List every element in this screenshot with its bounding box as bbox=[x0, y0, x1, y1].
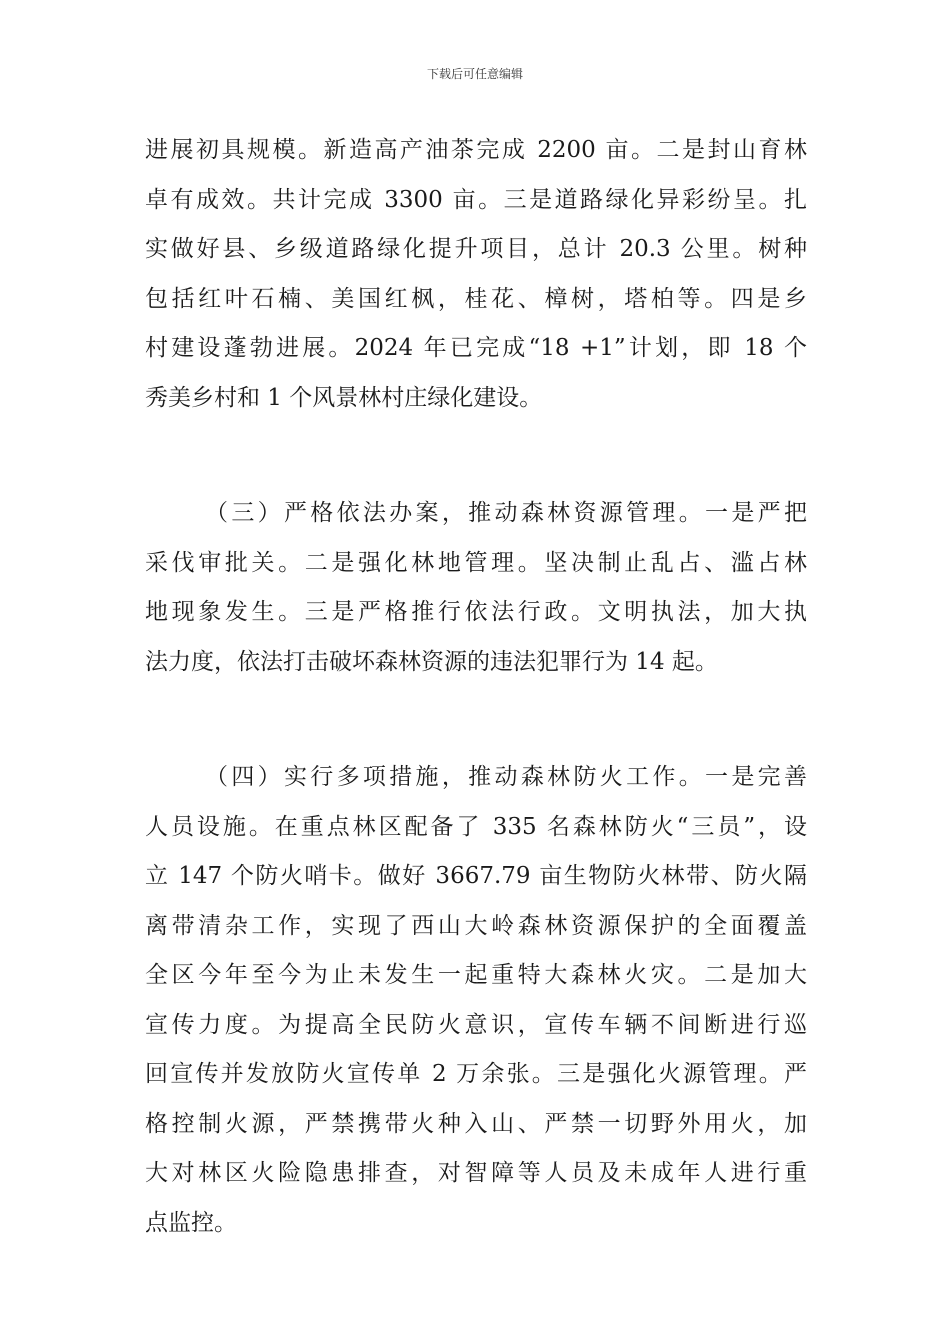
paragraph-line: 实做好县、乡级道路绿化提升项目，总计 20.3 公里。树种 bbox=[145, 236, 807, 262]
paragraph-line: 离带清杂工作，实现了西山大岭森林资源保护的全面覆盖 bbox=[145, 912, 807, 939]
paragraph-line: 全区今年至今为止未发生一起重特大森林火灾。二是加大 bbox=[145, 962, 807, 988]
paragraph-line: 村建设蓬勃进展。2024 年已完成“18 +1”计划，即 18 个 bbox=[145, 335, 807, 361]
paragraph-gap bbox=[145, 687, 807, 753]
paragraph-line: （三）严格依法办案，推动森林资源管理。一是严把 bbox=[205, 500, 807, 526]
paragraph-line: 卓有成效。共计完成 3300 亩。三是道路绿化异彩纷呈。扎 bbox=[145, 186, 807, 213]
paragraph-line: 法力度，依法打击破坏森林资源的违法犯罪行为 14 起。 bbox=[145, 648, 718, 675]
paragraph-line: 点监控。 bbox=[145, 1209, 237, 1236]
paragraph-line: 秀美乡村和 1 个风景林村庄绿化建设。 bbox=[145, 384, 543, 411]
paragraph-line: 宣传力度。为提高全民防火意识，宣传车辆不间断进行巡 bbox=[145, 1011, 807, 1038]
page-header-caption: 下载后可任意编辑 bbox=[426, 67, 523, 81]
paragraph-line: 人员设施。在重点林区配备了 335 名森林防火“三员”，设 bbox=[145, 813, 807, 840]
paragraph-gap bbox=[145, 423, 807, 489]
document-body bbox=[145, 126, 807, 1248]
paragraph-line: 地现象发生。三是严格推行依法行政。文明执法，加大执 bbox=[145, 599, 807, 625]
paragraph-fire-prevention bbox=[145, 753, 807, 1248]
paragraph-afforestation bbox=[145, 126, 807, 423]
paragraph-line: （四）实行多项措施，推动森林防火工作。一是完善 bbox=[205, 764, 807, 790]
paragraph-line: 回宣传并发放防火宣传单 2 万余张。三是强化火源管理。严 bbox=[145, 1061, 807, 1087]
paragraph-line: 采伐审批关。二是强化林地管理。坚决制止乱占、滥占林 bbox=[145, 549, 807, 576]
paragraph-line: 格控制火源，严禁携带火种入山、严禁一切野外用火，加 bbox=[145, 1110, 807, 1137]
paragraph-line: 大对林区火险隐患排查，对智障等人员及未成年人进行重 bbox=[145, 1160, 807, 1186]
paragraph-forest-resource-management bbox=[145, 489, 807, 687]
paragraph-line: 包括红叶石楠、美国红枫，桂花、樟树，塔柏等。四是乡 bbox=[145, 285, 807, 312]
paragraph-line: 立 147 个防火哨卡。做好 3667.79 亩生物防火林带、防火隔 bbox=[145, 863, 807, 889]
paragraph-line: 进展初具规模。新造高产油茶完成 2200 亩。二是封山育林 bbox=[145, 137, 807, 163]
